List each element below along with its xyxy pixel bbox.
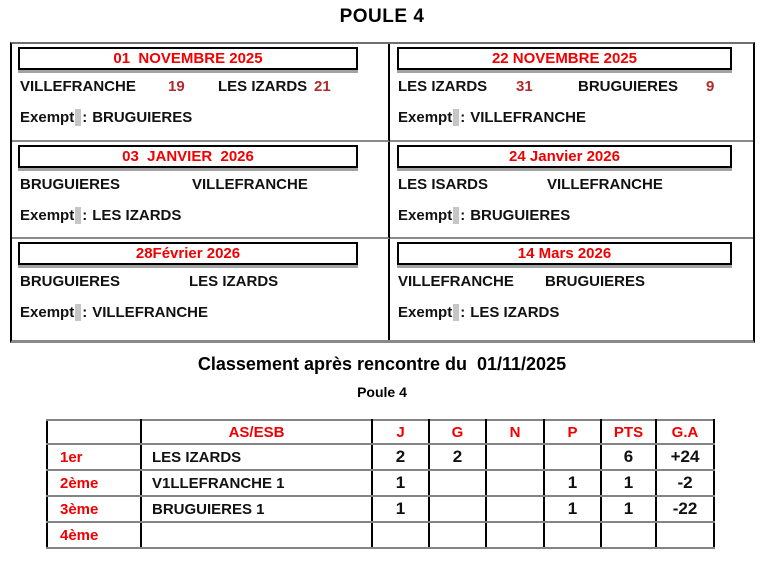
away-team-name: VILLEFRANCHE xyxy=(547,176,663,193)
exempt-team: LES IZARDS xyxy=(470,304,560,321)
fixture-card xyxy=(12,239,390,340)
team-cell xyxy=(141,522,372,548)
text-cursor xyxy=(75,109,81,126)
stat-cell-n xyxy=(486,522,544,548)
fixture-date: 01 NOVEMBRE 2025 xyxy=(113,50,263,67)
fixture-date: 28Février 2026 xyxy=(135,245,241,262)
stat-cell-p xyxy=(544,444,601,470)
stat-cell-ga: -22 xyxy=(656,496,714,522)
standings-header-row xyxy=(47,420,714,444)
home-team-name: VILLEFRANCHE xyxy=(20,78,136,95)
standings-table xyxy=(46,419,715,549)
stat-cell-j xyxy=(372,522,429,548)
exempt-colon: : xyxy=(460,207,466,224)
table-row xyxy=(47,444,714,470)
exempt-label: Exempt xyxy=(398,109,453,126)
fixture-date-header xyxy=(18,242,358,265)
exempt-label: Exempt xyxy=(20,207,75,224)
header-j: J xyxy=(372,420,429,444)
exempt-line xyxy=(398,207,753,224)
exempt-team: BRUGUIERES xyxy=(470,207,571,224)
rank-cell: 4ème xyxy=(47,522,141,548)
away-team-name: LES IZARDS xyxy=(218,78,308,95)
rank-cell: 3ème xyxy=(47,496,141,522)
home-team-name: BRUGUIERES xyxy=(20,273,121,290)
stat-cell-ga: -2 xyxy=(656,470,714,496)
match-line xyxy=(398,78,753,95)
fixture-date: 03 JANVIER 2026 xyxy=(122,148,254,165)
header-pts: PTS xyxy=(601,420,656,444)
stat-cell-j: 1 xyxy=(372,496,429,522)
header-team: AS/ESB xyxy=(141,420,372,444)
stat-cell-p xyxy=(544,522,601,548)
rank-cell: 1er xyxy=(47,444,141,470)
stat-cell-pts: 1 xyxy=(601,470,656,496)
stat-cell-pts xyxy=(601,522,656,548)
stat-cell-j: 1 xyxy=(372,470,429,496)
fixture-card xyxy=(390,44,753,142)
stat-cell-n xyxy=(486,470,544,496)
stat-cell-ga xyxy=(656,522,714,548)
fixtures-grid xyxy=(10,42,755,343)
fixture-card xyxy=(12,44,390,142)
header-g: G xyxy=(429,420,486,444)
table-row xyxy=(47,470,714,496)
team-cell: LES IZARDS xyxy=(141,444,372,470)
text-cursor xyxy=(453,207,459,224)
exempt-colon: : xyxy=(82,304,88,321)
text-cursor xyxy=(453,304,459,321)
stat-cell-j: 2 xyxy=(372,444,429,470)
home-team-name: VILLEFRANCHE xyxy=(398,273,514,290)
exempt-label: Exempt xyxy=(398,207,453,224)
header-p: P xyxy=(544,420,601,444)
exempt-line xyxy=(398,304,753,321)
stat-cell-g xyxy=(429,522,486,548)
away-team-name: BRUGUIERES xyxy=(545,273,646,290)
fixture-date: 22 NOVEMBRE 2025 xyxy=(491,50,638,67)
away-team-name: BRUGUIERES xyxy=(578,78,679,95)
stat-cell-g xyxy=(429,470,486,496)
stat-cell-n xyxy=(486,496,544,522)
exempt-label: Exempt xyxy=(398,304,453,321)
stat-cell-pts: 6 xyxy=(601,444,656,470)
exempt-team: VILLEFRANCHE xyxy=(92,304,209,321)
exempt-label: Exempt xyxy=(20,109,75,126)
home-team-score: 19 xyxy=(168,78,185,95)
text-cursor xyxy=(75,304,81,321)
match-line xyxy=(20,273,388,290)
stat-cell-p: 1 xyxy=(544,470,601,496)
match-line xyxy=(398,176,753,193)
stat-cell-pts: 1 xyxy=(601,496,656,522)
away-team-score: 21 xyxy=(314,78,331,95)
match-line xyxy=(20,78,388,95)
text-cursor xyxy=(453,109,459,126)
fixture-date-header xyxy=(18,47,358,70)
exempt-line xyxy=(20,207,388,224)
fixture-date: 14 Mars 2026 xyxy=(517,245,612,262)
table-row xyxy=(47,522,714,548)
fixture-date-header xyxy=(397,242,732,265)
exempt-line xyxy=(398,109,753,126)
fixture-date-header xyxy=(18,145,358,168)
header-n: N xyxy=(486,420,544,444)
fixture-date: 24 Janvier 2026 xyxy=(509,148,620,165)
home-team-score: 31 xyxy=(516,78,533,95)
home-team-name: LES ISARDS xyxy=(398,176,489,193)
fixture-date-header xyxy=(397,47,732,70)
exempt-colon: : xyxy=(82,109,88,126)
exempt-label: Exempt xyxy=(20,304,75,321)
home-team-name: LES IZARDS xyxy=(398,78,488,95)
fixture-card xyxy=(390,239,753,340)
stat-cell-p: 1 xyxy=(544,496,601,522)
standings-subheading: Poule 4 xyxy=(357,384,407,400)
exempt-colon: : xyxy=(460,109,466,126)
exempt-team: LES IZARDS xyxy=(92,207,182,224)
stat-cell-ga: +24 xyxy=(656,444,714,470)
away-team-name: LES IZARDS xyxy=(189,273,279,290)
exempt-colon: : xyxy=(460,304,466,321)
rank-cell: 2ème xyxy=(47,470,141,496)
match-line xyxy=(398,273,753,290)
exempt-colon: : xyxy=(82,207,88,224)
text-cursor xyxy=(75,207,81,224)
exempt-line xyxy=(20,304,388,321)
stat-cell-n xyxy=(486,444,544,470)
away-team-score: 9 xyxy=(706,78,715,95)
fixture-card xyxy=(12,142,390,239)
team-cell: BRUGUIERES 1 xyxy=(141,496,372,522)
home-team-name: BRUGUIERES xyxy=(20,176,121,193)
standings-heading: Classement après rencontre du 01/11/2025 xyxy=(197,354,567,374)
exempt-line xyxy=(20,109,388,126)
header-ga: G.A xyxy=(656,420,714,444)
table-row xyxy=(47,496,714,522)
away-team-name: VILLEFRANCHE xyxy=(192,176,308,193)
team-cell: V1LLEFRANCHE 1 xyxy=(141,470,372,496)
stat-cell-g xyxy=(429,496,486,522)
fixture-card xyxy=(390,142,753,239)
exempt-team: VILLEFRANCHE xyxy=(470,109,587,126)
fixture-date-header xyxy=(397,145,732,168)
exempt-team: BRUGUIERES xyxy=(92,109,193,126)
match-line xyxy=(20,176,388,193)
stat-cell-g: 2 xyxy=(429,444,486,470)
page-title: POULE 4 xyxy=(339,6,425,27)
header-rank xyxy=(47,420,141,444)
